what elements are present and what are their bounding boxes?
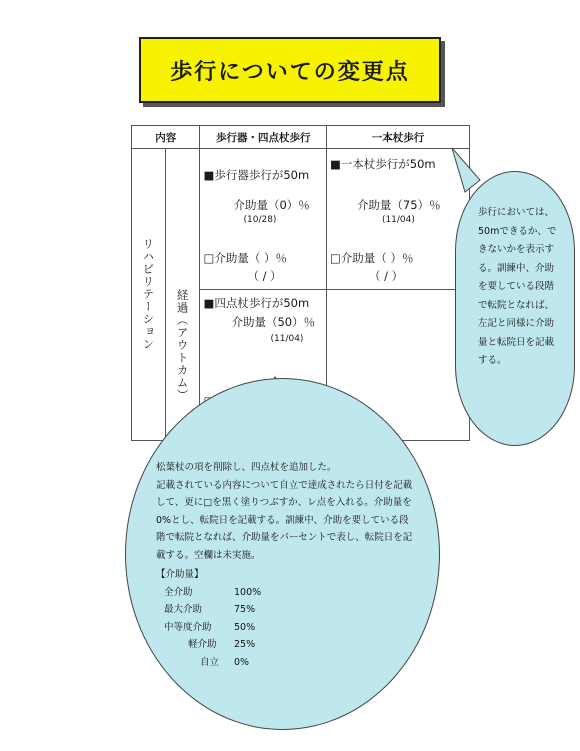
walker-date2: （ / ） bbox=[247, 269, 282, 283]
legend-value: 100% bbox=[234, 586, 262, 598]
four-cane-title: ■四点杖歩行が50m bbox=[203, 296, 310, 310]
row-label: リハビリテーション bbox=[141, 238, 156, 351]
table-header-row bbox=[132, 126, 470, 149]
cane-assist: 介助量（75）％ bbox=[356, 198, 441, 212]
legend-row bbox=[164, 619, 284, 637]
legend-row bbox=[164, 601, 284, 619]
legend-label: 最大介助 bbox=[164, 604, 203, 615]
walker-assist: 介助量（0）％ bbox=[233, 198, 310, 212]
header-walker: 歩行器・四点杖歩行 bbox=[200, 126, 326, 149]
legend-value: 25% bbox=[234, 639, 256, 650]
walker-title: ■歩行器歩行が50m bbox=[203, 168, 310, 182]
header-cane: 一本杖歩行 bbox=[326, 126, 469, 149]
cane-date: (11/04) bbox=[381, 215, 415, 225]
bubble-bottom-text bbox=[156, 459, 416, 671]
legend-row bbox=[164, 636, 284, 654]
legend-list bbox=[164, 584, 416, 672]
walker-cell bbox=[200, 149, 326, 290]
bubble-bottom-line2: 記載されている内容について自立で達成されたら日付を記載して、更に□を黒く塗りつぶすか、レ点を入れる。介助量を0%とし、転院日を記載する。訓練中、介助を要している段階で転院となれば、介助量をパーセントで表し、転院日を記載する。空欄は未実施。 bbox=[156, 479, 413, 561]
bubble-right-text: 歩行においては、50mできるか、できないかを表示する。訓練中、介助を要している段階で転院となれば、左記と同様に介助量と転院日を記載する。 bbox=[478, 207, 557, 366]
four-cane-date: (11/04) bbox=[270, 334, 304, 344]
cane-assist2: □介助量（ ）％ bbox=[329, 251, 414, 265]
legend-label: 軽介助 bbox=[188, 639, 217, 650]
walker-date: (10/28) bbox=[243, 215, 277, 225]
legend-value: 0% bbox=[234, 656, 250, 668]
legend-label: 全介助 bbox=[164, 586, 193, 598]
legend-value: 75% bbox=[234, 604, 256, 615]
sub-label-cell bbox=[165, 149, 200, 441]
bubble-right bbox=[455, 171, 575, 446]
sub-label: 経過（アウトカム） bbox=[175, 289, 190, 402]
cane-date2: （ / ） bbox=[368, 269, 404, 283]
cane-title: ■一本杖歩行が50m bbox=[329, 157, 436, 171]
page-title: 歩行についての変更点 bbox=[139, 37, 441, 103]
legend-value: 50% bbox=[234, 621, 256, 633]
row-label-cell bbox=[132, 149, 166, 441]
bubble-bottom-tail-cover bbox=[245, 375, 305, 435]
header-content: 内容 bbox=[132, 126, 200, 149]
legend-row bbox=[164, 584, 284, 602]
legend-label: 中等度介助 bbox=[164, 621, 212, 633]
legend-label: 自立 bbox=[200, 656, 220, 668]
walker-assist2: □介助量（ ）％ bbox=[203, 251, 288, 265]
legend-title: 【介助量】 bbox=[156, 569, 204, 580]
bubble-right-tail-cover bbox=[440, 140, 500, 200]
bubble-bottom-line1: 松葉杖の項を削除し、四点杖を追加した。 bbox=[156, 462, 337, 473]
legend-row bbox=[164, 654, 284, 672]
four-cane-assist: 介助量（50）％ bbox=[231, 315, 316, 329]
